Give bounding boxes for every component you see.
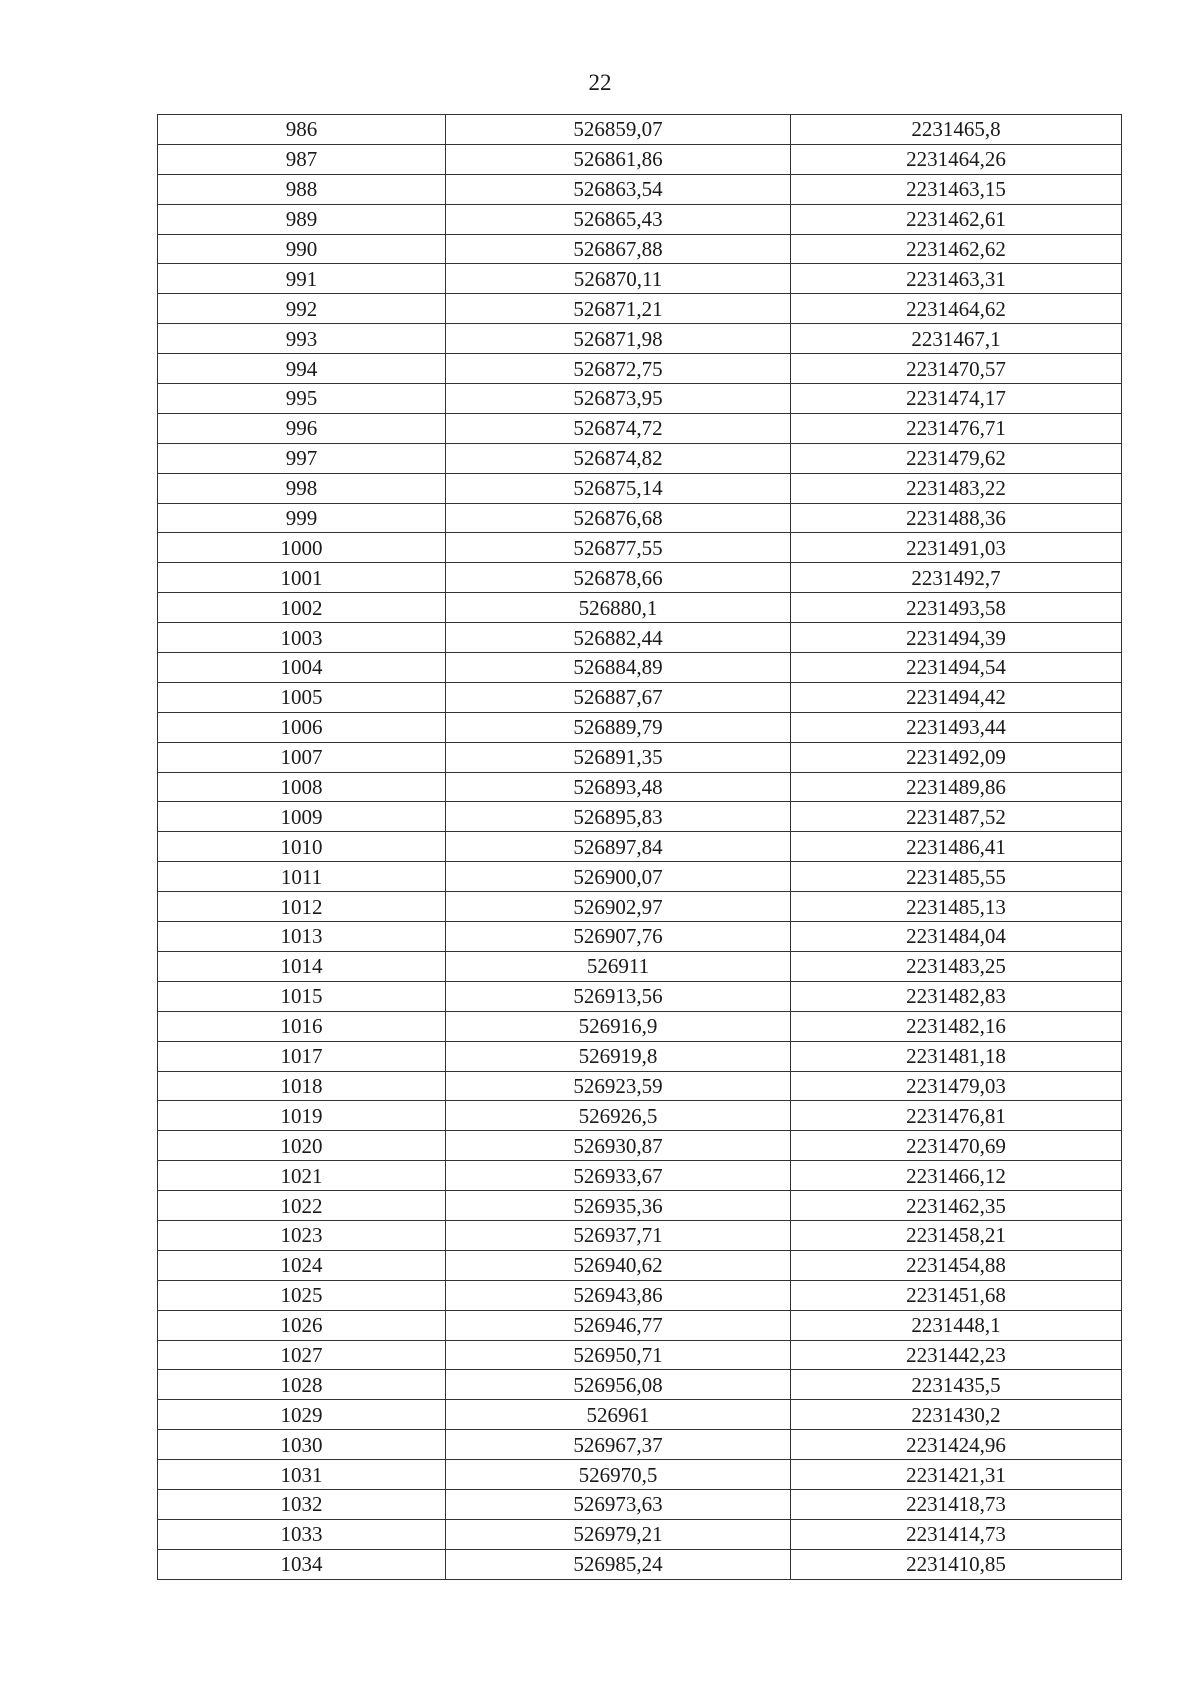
y-coordinate-cell: 2231494,39 xyxy=(791,623,1122,653)
point-number-cell: 1020 xyxy=(158,1131,446,1161)
table-row xyxy=(158,1549,1122,1579)
y-coordinate-cell: 2231492,7 xyxy=(791,563,1122,593)
x-coordinate-cell: 526867,88 xyxy=(446,234,791,264)
x-coordinate-cell: 526940,62 xyxy=(446,1250,791,1280)
x-coordinate-cell: 526873,95 xyxy=(446,384,791,414)
y-coordinate-cell: 2231463,15 xyxy=(791,174,1122,204)
x-coordinate-cell: 526871,21 xyxy=(446,294,791,324)
table-row xyxy=(158,981,1122,1011)
point-number-cell: 988 xyxy=(158,174,446,204)
table-row xyxy=(158,234,1122,264)
table-row xyxy=(158,443,1122,473)
x-coordinate-cell: 526935,36 xyxy=(446,1191,791,1221)
y-coordinate-cell: 2231494,42 xyxy=(791,682,1122,712)
point-number-cell: 1015 xyxy=(158,981,446,1011)
x-coordinate-cell: 526923,59 xyxy=(446,1071,791,1101)
point-number-cell: 992 xyxy=(158,294,446,324)
table-row xyxy=(158,174,1122,204)
y-coordinate-cell: 2231493,44 xyxy=(791,712,1122,742)
x-coordinate-cell: 526880,1 xyxy=(446,593,791,623)
y-coordinate-cell: 2231483,22 xyxy=(791,473,1122,503)
x-coordinate-cell: 526861,86 xyxy=(446,144,791,174)
y-coordinate-cell: 2231493,58 xyxy=(791,593,1122,623)
x-coordinate-cell: 526985,24 xyxy=(446,1549,791,1579)
x-coordinate-cell: 526946,77 xyxy=(446,1310,791,1340)
table-row xyxy=(158,1460,1122,1490)
x-coordinate-cell: 526863,54 xyxy=(446,174,791,204)
y-coordinate-cell: 2231492,09 xyxy=(791,742,1122,772)
y-coordinate-cell: 2231482,16 xyxy=(791,1011,1122,1041)
x-coordinate-cell: 526875,14 xyxy=(446,473,791,503)
y-coordinate-cell: 2231421,31 xyxy=(791,1460,1122,1490)
y-coordinate-cell: 2231435,5 xyxy=(791,1370,1122,1400)
table-row xyxy=(158,1370,1122,1400)
point-number-cell: 1001 xyxy=(158,563,446,593)
x-coordinate-cell: 526882,44 xyxy=(446,623,791,653)
point-number-cell: 991 xyxy=(158,264,446,294)
table-row xyxy=(158,623,1122,653)
table-row xyxy=(158,682,1122,712)
point-number-cell: 997 xyxy=(158,443,446,473)
y-coordinate-cell: 2231479,62 xyxy=(791,443,1122,473)
y-coordinate-cell: 2231485,13 xyxy=(791,892,1122,922)
point-number-cell: 1004 xyxy=(158,653,446,683)
x-coordinate-cell: 526877,55 xyxy=(446,533,791,563)
x-coordinate-cell: 526913,56 xyxy=(446,981,791,1011)
table-row xyxy=(158,294,1122,324)
table-row xyxy=(158,324,1122,354)
y-coordinate-cell: 2231464,62 xyxy=(791,294,1122,324)
x-coordinate-cell: 526973,63 xyxy=(446,1489,791,1519)
y-coordinate-cell: 2231494,54 xyxy=(791,653,1122,683)
point-number-cell: 1016 xyxy=(158,1011,446,1041)
table-row xyxy=(158,1340,1122,1370)
table-row xyxy=(158,832,1122,862)
x-coordinate-cell: 526979,21 xyxy=(446,1519,791,1549)
point-number-cell: 1007 xyxy=(158,742,446,772)
point-number-cell: 996 xyxy=(158,413,446,443)
point-number-cell: 1005 xyxy=(158,682,446,712)
table-row xyxy=(158,1489,1122,1519)
table-row xyxy=(158,712,1122,742)
y-coordinate-cell: 2231442,23 xyxy=(791,1340,1122,1370)
y-coordinate-cell: 2231488,36 xyxy=(791,503,1122,533)
table-row xyxy=(158,1220,1122,1250)
table-row xyxy=(158,1101,1122,1131)
point-number-cell: 1034 xyxy=(158,1549,446,1579)
x-coordinate-cell: 526887,67 xyxy=(446,682,791,712)
point-number-cell: 1012 xyxy=(158,892,446,922)
table-row xyxy=(158,144,1122,174)
table-row xyxy=(158,115,1122,145)
y-coordinate-cell: 2231470,69 xyxy=(791,1131,1122,1161)
x-coordinate-cell: 526970,5 xyxy=(446,1460,791,1490)
point-number-cell: 1030 xyxy=(158,1430,446,1460)
point-number-cell: 1017 xyxy=(158,1041,446,1071)
point-number-cell: 1025 xyxy=(158,1280,446,1310)
table-row xyxy=(158,802,1122,832)
y-coordinate-cell: 2231491,03 xyxy=(791,533,1122,563)
x-coordinate-cell: 526893,48 xyxy=(446,772,791,802)
table-row xyxy=(158,922,1122,952)
point-number-cell: 1032 xyxy=(158,1489,446,1519)
table-row xyxy=(158,1161,1122,1191)
table-row xyxy=(158,593,1122,623)
x-coordinate-cell: 526872,75 xyxy=(446,354,791,384)
point-number-cell: 987 xyxy=(158,144,446,174)
y-coordinate-cell: 2231476,71 xyxy=(791,413,1122,443)
x-coordinate-cell: 526874,82 xyxy=(446,443,791,473)
x-coordinate-cell: 526889,79 xyxy=(446,712,791,742)
x-coordinate-cell: 526859,07 xyxy=(446,115,791,145)
point-number-cell: 1011 xyxy=(158,862,446,892)
x-coordinate-cell: 526900,07 xyxy=(446,862,791,892)
point-number-cell: 1033 xyxy=(158,1519,446,1549)
page-number: 22 xyxy=(588,70,612,95)
table-row xyxy=(158,533,1122,563)
y-coordinate-cell: 2231470,57 xyxy=(791,354,1122,384)
table-row xyxy=(158,473,1122,503)
point-number-cell: 1000 xyxy=(158,533,446,563)
table-row xyxy=(158,1131,1122,1161)
y-coordinate-cell: 2231479,03 xyxy=(791,1071,1122,1101)
point-number-cell: 999 xyxy=(158,503,446,533)
y-coordinate-cell: 2231463,31 xyxy=(791,264,1122,294)
point-number-cell: 1003 xyxy=(158,623,446,653)
y-coordinate-cell: 2231483,25 xyxy=(791,951,1122,981)
x-coordinate-cell: 526933,67 xyxy=(446,1161,791,1191)
y-coordinate-cell: 2231486,41 xyxy=(791,832,1122,862)
y-coordinate-cell: 2231448,1 xyxy=(791,1310,1122,1340)
point-number-cell: 1027 xyxy=(158,1340,446,1370)
x-coordinate-cell: 526937,71 xyxy=(446,1220,791,1250)
point-number-cell: 1026 xyxy=(158,1310,446,1340)
point-number-cell: 994 xyxy=(158,354,446,384)
point-number-cell: 998 xyxy=(158,473,446,503)
table-row xyxy=(158,204,1122,234)
table-row xyxy=(158,413,1122,443)
x-coordinate-cell: 526897,84 xyxy=(446,832,791,862)
y-coordinate-cell: 2231424,96 xyxy=(791,1430,1122,1460)
x-coordinate-cell: 526950,71 xyxy=(446,1340,791,1370)
point-number-cell: 1013 xyxy=(158,922,446,952)
x-coordinate-cell: 526961 xyxy=(446,1400,791,1430)
x-coordinate-cell: 526876,68 xyxy=(446,503,791,533)
y-coordinate-cell: 2231464,26 xyxy=(791,144,1122,174)
table-row xyxy=(158,1280,1122,1310)
x-coordinate-cell: 526895,83 xyxy=(446,802,791,832)
point-number-cell: 1014 xyxy=(158,951,446,981)
y-coordinate-cell: 2231462,35 xyxy=(791,1191,1122,1221)
y-coordinate-cell: 2231418,73 xyxy=(791,1489,1122,1519)
table-row xyxy=(158,264,1122,294)
y-coordinate-cell: 2231454,88 xyxy=(791,1250,1122,1280)
x-coordinate-cell: 526884,89 xyxy=(446,653,791,683)
y-coordinate-cell: 2231487,52 xyxy=(791,802,1122,832)
table-row xyxy=(158,1400,1122,1430)
y-coordinate-cell: 2231489,86 xyxy=(791,772,1122,802)
y-coordinate-cell: 2231466,12 xyxy=(791,1161,1122,1191)
y-coordinate-cell: 2231430,2 xyxy=(791,1400,1122,1430)
y-coordinate-cell: 2231484,04 xyxy=(791,922,1122,952)
point-number-cell: 1029 xyxy=(158,1400,446,1430)
coordinates-table xyxy=(157,114,1122,1580)
table-row xyxy=(158,1519,1122,1549)
x-coordinate-cell: 526907,76 xyxy=(446,922,791,952)
point-number-cell: 1009 xyxy=(158,802,446,832)
x-coordinate-cell: 526919,8 xyxy=(446,1041,791,1071)
y-coordinate-cell: 2231474,17 xyxy=(791,384,1122,414)
y-coordinate-cell: 2231462,61 xyxy=(791,204,1122,234)
table-row xyxy=(158,892,1122,922)
point-number-cell: 995 xyxy=(158,384,446,414)
table-row xyxy=(158,354,1122,384)
coordinates-table-body xyxy=(158,115,1122,1580)
point-number-cell: 1024 xyxy=(158,1250,446,1280)
table-row xyxy=(158,1191,1122,1221)
x-coordinate-cell: 526916,9 xyxy=(446,1011,791,1041)
x-coordinate-cell: 526943,86 xyxy=(446,1280,791,1310)
table-row xyxy=(158,503,1122,533)
x-coordinate-cell: 526902,97 xyxy=(446,892,791,922)
y-coordinate-cell: 2231482,83 xyxy=(791,981,1122,1011)
point-number-cell: 1028 xyxy=(158,1370,446,1400)
y-coordinate-cell: 2231465,8 xyxy=(791,115,1122,145)
table-row xyxy=(158,384,1122,414)
point-number-cell: 1006 xyxy=(158,712,446,742)
y-coordinate-cell: 2231458,21 xyxy=(791,1220,1122,1250)
point-number-cell: 1018 xyxy=(158,1071,446,1101)
point-number-cell: 1010 xyxy=(158,832,446,862)
point-number-cell: 1019 xyxy=(158,1101,446,1131)
y-coordinate-cell: 2231467,1 xyxy=(791,324,1122,354)
table-row xyxy=(158,742,1122,772)
point-number-cell: 1023 xyxy=(158,1220,446,1250)
x-coordinate-cell: 526967,37 xyxy=(446,1430,791,1460)
table-row xyxy=(158,951,1122,981)
x-coordinate-cell: 526870,11 xyxy=(446,264,791,294)
x-coordinate-cell: 526878,66 xyxy=(446,563,791,593)
table-row xyxy=(158,1041,1122,1071)
y-coordinate-cell: 2231410,85 xyxy=(791,1549,1122,1579)
x-coordinate-cell: 526926,5 xyxy=(446,1101,791,1131)
y-coordinate-cell: 2231451,68 xyxy=(791,1280,1122,1310)
point-number-cell: 986 xyxy=(158,115,446,145)
point-number-cell: 993 xyxy=(158,324,446,354)
x-coordinate-cell: 526956,08 xyxy=(446,1370,791,1400)
point-number-cell: 1022 xyxy=(158,1191,446,1221)
x-coordinate-cell: 526930,87 xyxy=(446,1131,791,1161)
table-row xyxy=(158,1310,1122,1340)
point-number-cell: 1008 xyxy=(158,772,446,802)
y-coordinate-cell: 2231476,81 xyxy=(791,1101,1122,1131)
point-number-cell: 1002 xyxy=(158,593,446,623)
table-row xyxy=(158,1011,1122,1041)
y-coordinate-cell: 2231414,73 xyxy=(791,1519,1122,1549)
y-coordinate-cell: 2231481,18 xyxy=(791,1041,1122,1071)
table-row xyxy=(158,1250,1122,1280)
y-coordinate-cell: 2231462,62 xyxy=(791,234,1122,264)
x-coordinate-cell: 526874,72 xyxy=(446,413,791,443)
table-row xyxy=(158,1071,1122,1101)
table-row xyxy=(158,563,1122,593)
x-coordinate-cell: 526911 xyxy=(446,951,791,981)
table-row xyxy=(158,862,1122,892)
table-row xyxy=(158,1430,1122,1460)
x-coordinate-cell: 526871,98 xyxy=(446,324,791,354)
point-number-cell: 1031 xyxy=(158,1460,446,1490)
point-number-cell: 990 xyxy=(158,234,446,264)
table-row xyxy=(158,772,1122,802)
y-coordinate-cell: 2231485,55 xyxy=(791,862,1122,892)
point-number-cell: 1021 xyxy=(158,1161,446,1191)
table-row xyxy=(158,653,1122,683)
point-number-cell: 989 xyxy=(158,204,446,234)
x-coordinate-cell: 526865,43 xyxy=(446,204,791,234)
x-coordinate-cell: 526891,35 xyxy=(446,742,791,772)
